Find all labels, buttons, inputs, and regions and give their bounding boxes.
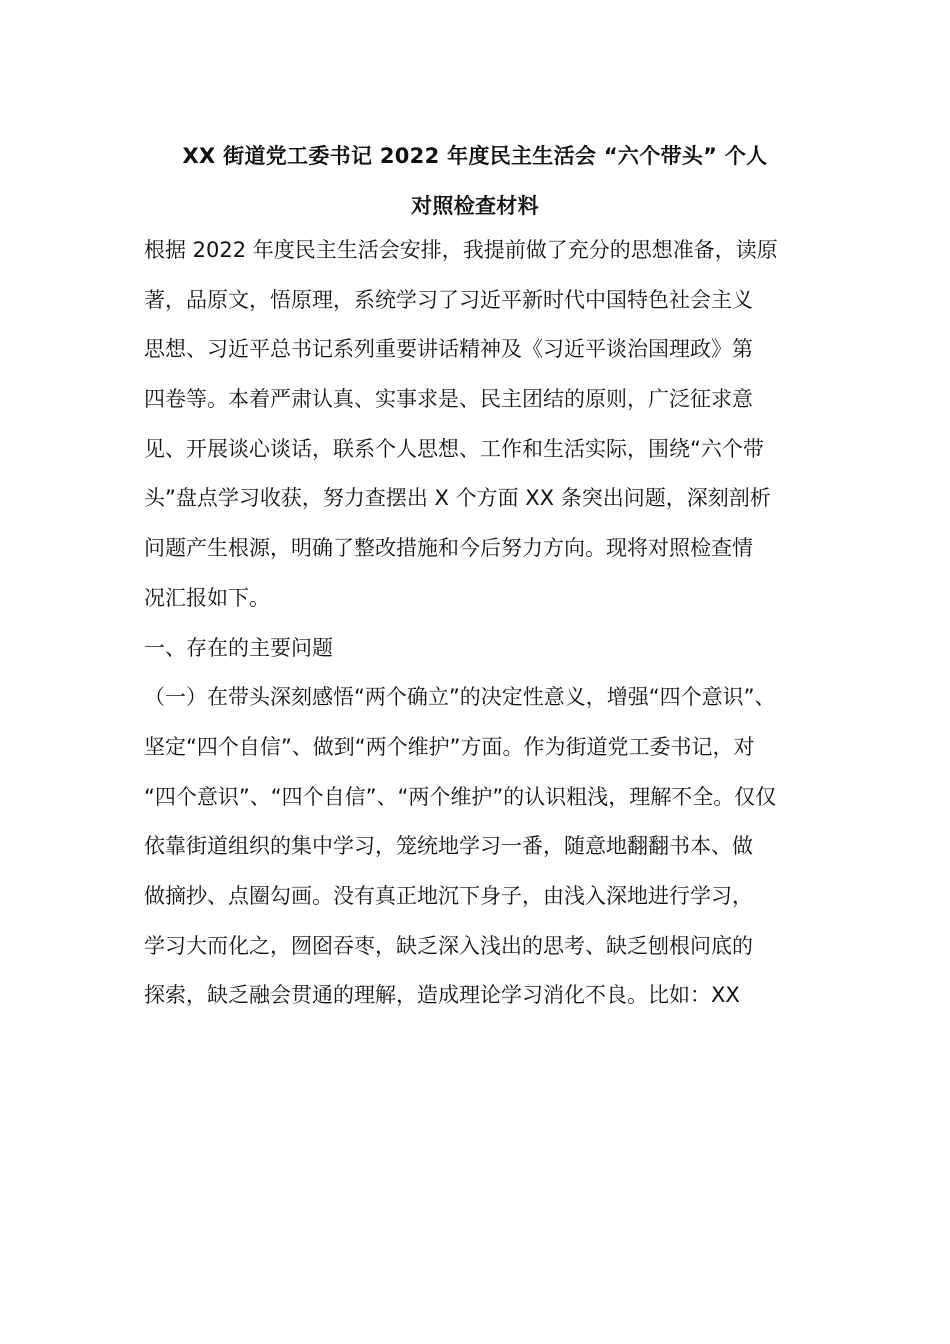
intro-paragraph <box>144 226 816 624</box>
text-line: 坚定“四个自信”、做到“两个维护”方面。作为街道党工委书记，对 <box>144 734 755 759</box>
document-title <box>140 132 810 231</box>
text-line: 探索，缺乏融会贯通的理解，造成理论学习消化不良。比如：XX <box>144 983 740 1008</box>
text-line: （一）在带头深刻感悟“两个确立”的决定性意义，增强“四个意识”、 <box>144 685 776 710</box>
text-line: “四个意识”、“四个自信”、“两个维护”的认识粗浅，理解不全。仅仅 <box>144 784 777 809</box>
text-line: 做摘抄、点圈勾画。没有真正地沉下身子，由浅入深地进行学习， <box>144 883 753 908</box>
text-line: 思想、习近平总书记系列重要讲话精神及《习近平谈治国理政》第 <box>144 337 753 362</box>
text-line: 头”盘点学习收获，努力查摆出 X 个方面 XX 条突出问题，深刻剖析 <box>144 486 771 511</box>
text-line: 况汇报如下。 <box>144 585 270 610</box>
text-line: 问题产生根源，明确了整改措施和今后努力方向。现将对照检查情 <box>144 536 753 561</box>
section-heading: 一、存在的主要问题 <box>144 635 333 660</box>
text-line: 见、开展谈心谈话，联系个人思想、工作和生活实际，围绕“六个带 <box>144 436 764 461</box>
document-body <box>144 226 816 1021</box>
text-line: 著，品原文，悟原理，系统学习了习近平新时代中国特色社会主义 <box>144 287 753 312</box>
subsection-paragraph <box>144 673 816 1021</box>
title-line: 对照检查材料 <box>411 193 539 218</box>
text-line: 根据 2022 年度民主生活会安排，我提前做了充分的思想准备，读原 <box>144 238 778 262</box>
title-line: XX 街道党工委书记 2022 年度民主生活会 “六个带头” 个人 <box>182 144 768 168</box>
text-line: 四卷等。本着严肃认真、实事求是、民主团结的原则，广泛征求意 <box>144 387 753 412</box>
text-line: 学习大而化之，囫囵吞枣，缺乏深入浅出的思考、缺乏刨根问底的 <box>144 933 753 958</box>
text-line: 依靠街道组织的集中学习，笼统地学习一番，随意地翻翻书本、做 <box>144 834 753 859</box>
